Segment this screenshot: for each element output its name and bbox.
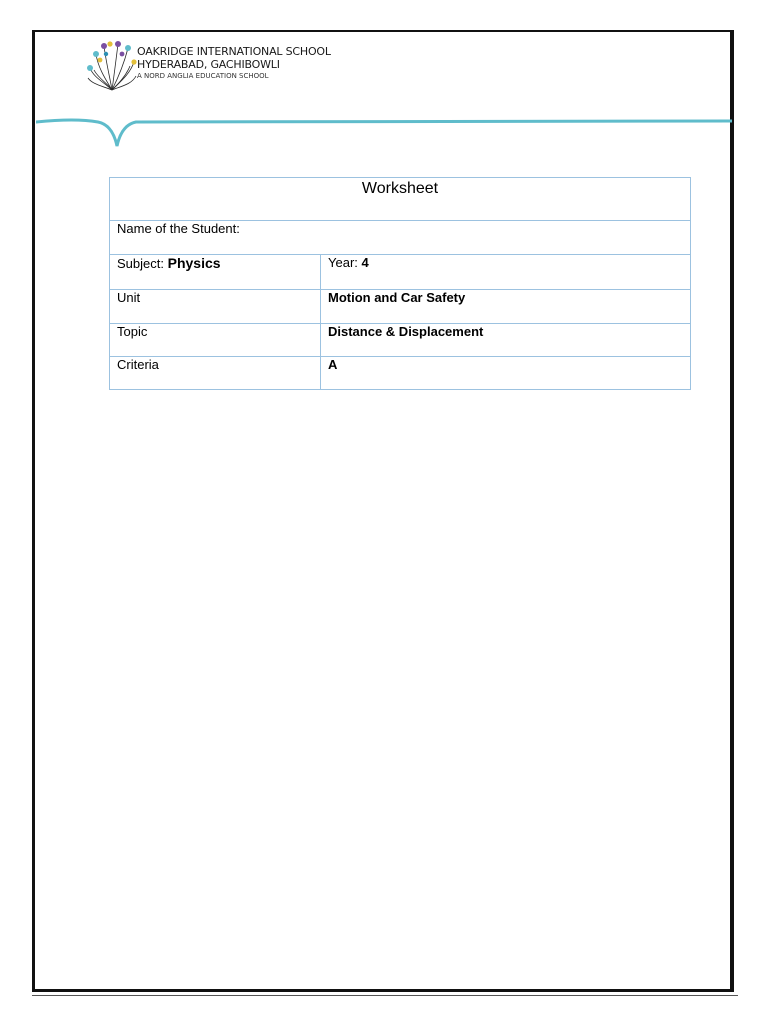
criteria-value-cell <box>321 357 691 390</box>
school-logo-icon <box>84 38 140 94</box>
subject-cell <box>110 255 321 290</box>
page-border <box>32 30 734 992</box>
unit-value-cell <box>321 290 691 324</box>
school-tagline: A NORD ANGLIA EDUCATION SCHOOL <box>137 72 269 80</box>
student-name-label: Name of the Student: <box>117 221 240 236</box>
subject-value: Physics <box>167 255 221 271</box>
unit-value: Motion and Car Safety <box>328 290 466 305</box>
worksheet-table <box>109 177 691 390</box>
criteria-label: Criteria <box>117 357 159 372</box>
year-label: Year: <box>328 255 358 270</box>
unit-label-cell <box>110 290 321 324</box>
subject-label: Subject: <box>117 256 164 271</box>
topic-label-cell <box>110 324 321 357</box>
topic-value: Distance & Displacement <box>328 324 484 339</box>
bottom-rule <box>32 995 738 996</box>
header-wave-divider <box>36 112 732 152</box>
school-name: OAKRIDGE INTERNATIONAL SCHOOL <box>137 45 331 58</box>
worksheet-title-cell <box>110 178 691 221</box>
criteria-label-cell <box>110 357 321 390</box>
school-location: HYDERABAD, GACHIBOWLI <box>137 58 280 71</box>
year-cell <box>321 255 691 290</box>
criteria-value: A <box>328 357 338 372</box>
worksheet-title: Worksheet <box>361 180 439 197</box>
year-value: 4 <box>361 255 369 270</box>
topic-value-cell <box>321 324 691 357</box>
unit-label: Unit <box>117 290 141 305</box>
school-name-block <box>137 46 331 80</box>
student-name-cell[interactable] <box>110 221 691 255</box>
topic-label: Topic <box>117 324 148 339</box>
